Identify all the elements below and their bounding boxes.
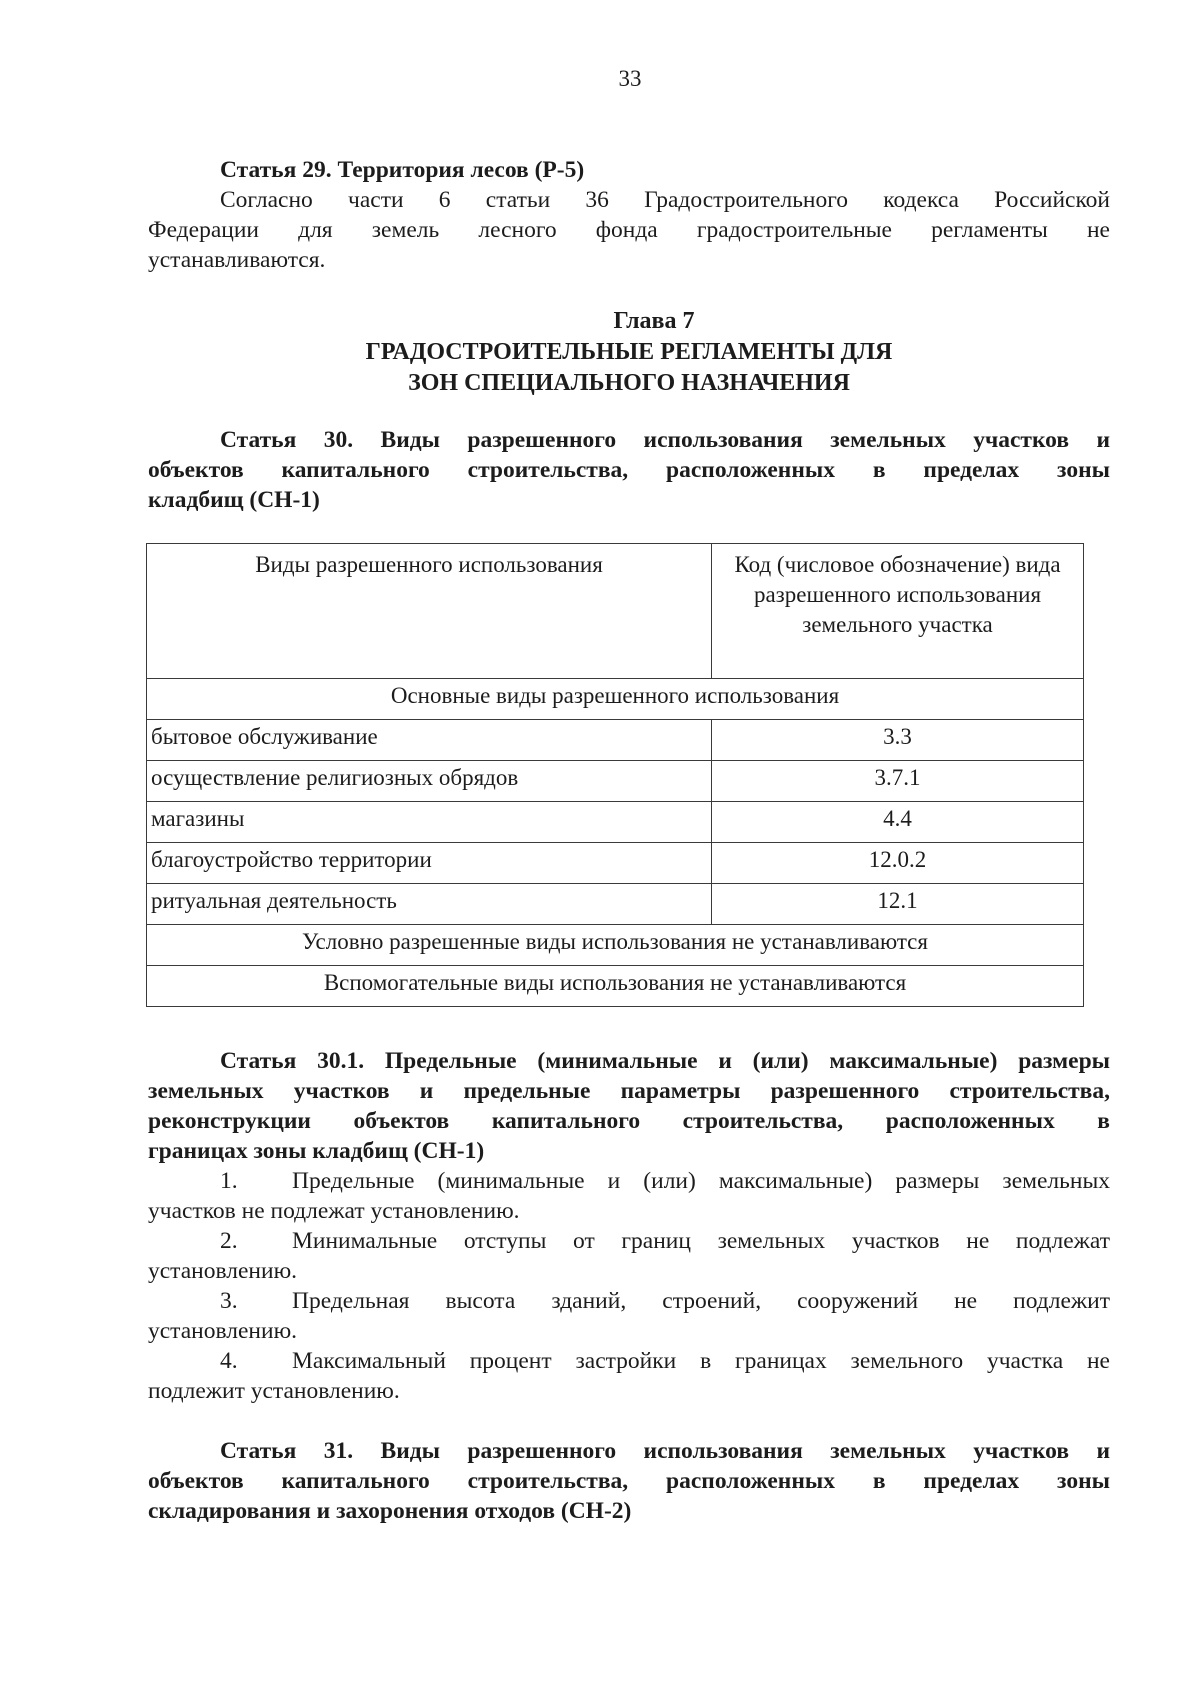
list-item-text: Предельные (минимальные и (или) максимальные) размеры земельных: [292, 1168, 1110, 1194]
section-main-uses: Основные виды разрешенного использования: [147, 679, 1084, 720]
use-code: 3.3: [712, 720, 1084, 761]
section-auxiliary-uses: Вспомогательные виды использования не устанавливаются: [147, 966, 1084, 1007]
article-29-title: Статья 29. Территория лесов (Р-5): [220, 157, 585, 183]
table-row: [147, 761, 1084, 802]
chapter-title-line2: ЗОН СПЕЦИАЛЬНОГО НАЗНАЧЕНИЯ: [408, 370, 850, 396]
table-section-row: [147, 966, 1084, 1007]
article-30-title-line1: Статья 30. Виды разрешенного использования земельных участков и: [220, 427, 1110, 453]
article-29: [148, 155, 1110, 275]
list-item: [148, 1226, 1110, 1286]
list-item-text: Предельная высота зданий, строений, сооружений не подлежит: [292, 1288, 1110, 1314]
article-30-1-title-line4: границах зоны кладбищ (СН-1): [148, 1138, 485, 1164]
header-code: Код (числовое обозначение) вида разрешенного использования земельного участка: [712, 544, 1084, 679]
list-item: [148, 1286, 1110, 1346]
use-name: бытовое обслуживание: [147, 720, 712, 761]
permitted-use-table: [146, 543, 1084, 1007]
use-code: 3.7.1: [712, 761, 1084, 802]
list-item-number: 4.: [220, 1348, 238, 1374]
table-section-row: [147, 679, 1084, 720]
chapter-heading: [148, 306, 1110, 399]
table-section-row: [147, 925, 1084, 966]
list-item: [148, 1346, 1110, 1406]
chapter-title-line1: ГРАДОСТРОИТЕЛЬНЫЕ РЕГЛАМЕНТЫ ДЛЯ: [365, 339, 893, 365]
list-item-text-cont: установлению.: [148, 1258, 298, 1284]
article-30-title-line2: объектов капитального строительства, расположенных в пределах зоны: [148, 457, 1110, 483]
list-item-number: 1.: [220, 1168, 238, 1194]
article-30-1: [148, 1046, 1110, 1406]
table-row: [147, 884, 1084, 925]
table-row: [147, 843, 1084, 884]
article-31-title-line3: складирования и захоронения отходов (СН-2): [148, 1498, 632, 1524]
article-30-1-title-line3: реконструкции объектов капитального строительства, расположенных в: [148, 1108, 1110, 1134]
list-item-text-cont: участков не подлежат установлению.: [148, 1198, 520, 1224]
use-code: 12.0.2: [712, 843, 1084, 884]
table-header-row: [147, 544, 1084, 679]
table-row: [147, 802, 1084, 843]
use-code: 4.4: [712, 802, 1084, 843]
list-item-text-cont: подлежит установлению.: [148, 1378, 400, 1404]
section-conditional-uses: Условно разрешенные виды использования не устанавливаются: [147, 925, 1084, 966]
list-item-number: 2.: [220, 1228, 238, 1254]
use-code: 12.1: [712, 884, 1084, 925]
page-number: 33: [618, 66, 642, 91]
chapter-label: Глава 7: [613, 308, 695, 334]
list-item-text: Минимальные отступы от границ земельных участков не подлежат: [292, 1228, 1110, 1254]
use-name: ритуальная деятельность: [147, 884, 712, 925]
list-item: [148, 1166, 1110, 1226]
article-31-title: [148, 1436, 1110, 1526]
header-use-type: Виды разрешенного использования: [147, 544, 712, 679]
use-name: осуществление религиозных обрядов: [147, 761, 712, 802]
article-29-text-line3: устанавливаются.: [148, 247, 326, 273]
article-30-title: [148, 425, 1110, 515]
article-29-text-line2: Федерации для земель лесного фонда градостроительные регламенты не: [148, 217, 1110, 243]
list-item-text-cont: установлению.: [148, 1318, 298, 1344]
article-31-title-line1: Статья 31. Виды разрешенного использования земельных участков и: [220, 1438, 1110, 1464]
article-30-1-title-line2: земельных участков и предельные параметры разрешенного строительства,: [148, 1078, 1110, 1104]
article-31-title-line2: объектов капитального строительства, расположенных в пределах зоны: [148, 1468, 1110, 1494]
article-30-1-title-line1: Статья 30.1. Предельные (минимальные и (или) максимальные) размеры: [220, 1048, 1110, 1074]
article-30-title-line3: кладбищ (СН-1): [148, 487, 320, 513]
use-name: благоустройство территории: [147, 843, 712, 884]
article-29-text-line1: Согласно части 6 статьи 36 Градостроительного кодекса Российской: [220, 187, 1110, 213]
use-name: магазины: [147, 802, 712, 843]
table-row: [147, 720, 1084, 761]
list-item-text: Максимальный процент застройки в границах земельного участка не: [292, 1348, 1110, 1374]
list-item-number: 3.: [220, 1288, 238, 1314]
